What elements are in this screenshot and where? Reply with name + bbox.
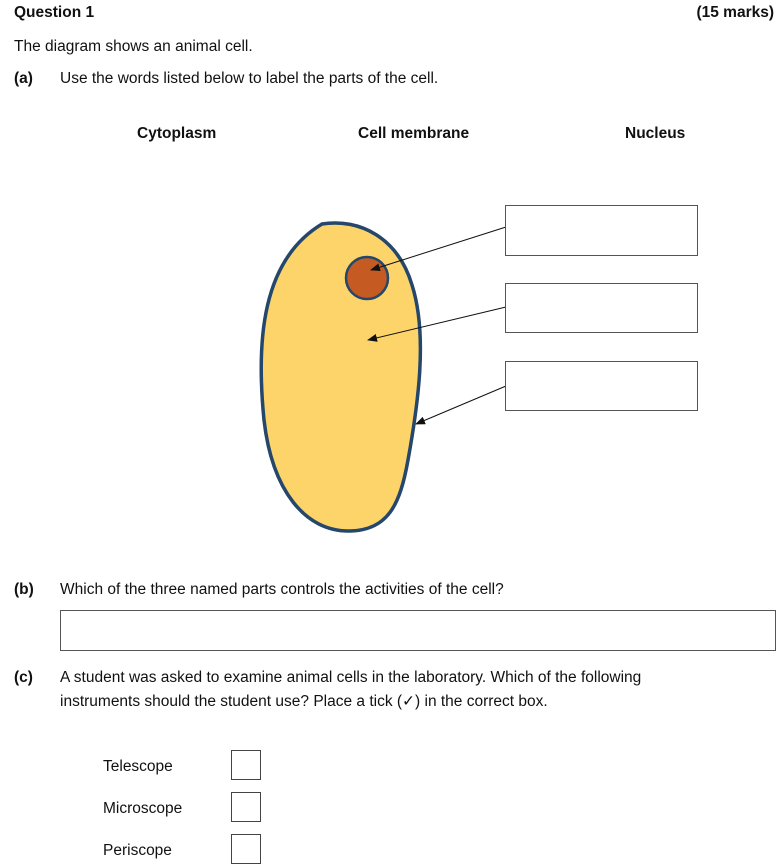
word-nucleus: Nucleus [625,125,686,142]
option-microscope-checkbox[interactable] [231,792,261,822]
word-cytoplasm: Cytoplasm [137,125,217,142]
part-a-label: (a) [14,70,33,87]
part-b-answer-box[interactable] [60,610,776,651]
option-periscope-label: Periscope [103,842,172,859]
question-title: Question 1 [14,4,95,21]
label-box-2[interactable] [505,283,698,333]
pointer-line-membrane [416,386,506,424]
part-c-question-line-2: instruments should the student use? Place a tick (✓) in the correct box. [60,693,548,710]
part-b-label: (b) [14,581,34,598]
nucleus-shape [346,257,388,299]
option-telescope-label: Telescope [103,758,173,775]
marks-total: (15 marks) [696,4,774,21]
label-box-3[interactable] [505,361,698,411]
word-cell-membrane: Cell membrane [358,125,470,142]
cell-membrane-shape [261,223,420,531]
option-telescope-checkbox[interactable] [231,750,261,780]
question-intro: The diagram shows an animal cell. [14,38,253,55]
part-c-question-line-1: A student was asked to examine animal cells in the laboratory. Which of the following [60,669,642,686]
part-a-instruction: Use the words listed below to label the parts of the cell. [60,70,439,87]
part-b-question: Which of the three named parts controls the activities of the cell? [60,581,504,598]
part-c-label: (c) [14,669,33,686]
option-microscope-label: Microscope [103,800,183,817]
option-periscope-checkbox[interactable] [231,834,261,864]
label-box-1[interactable] [505,205,698,256]
